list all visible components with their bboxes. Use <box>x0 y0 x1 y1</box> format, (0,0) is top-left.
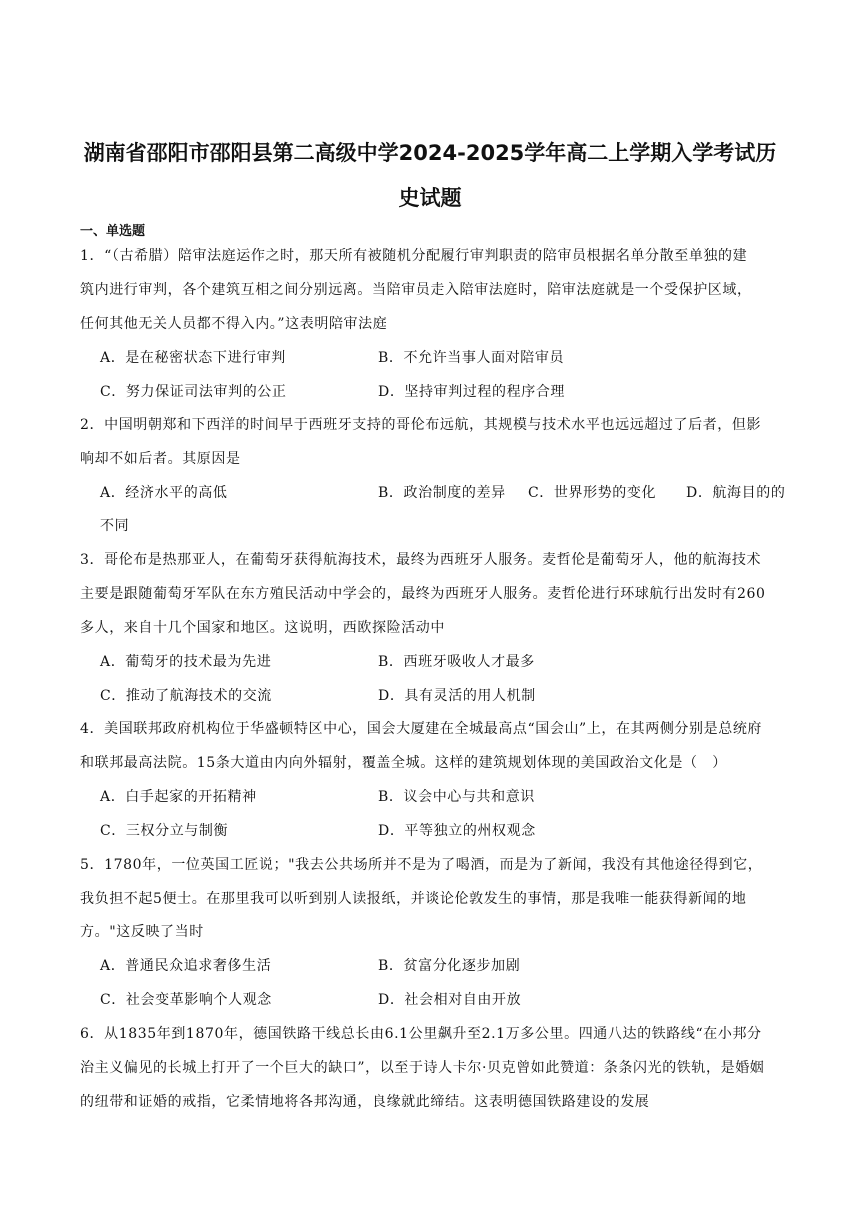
question-6-line: 6．从1835年到1870年，德国铁路干线总长由6.1公里飙升至2.1万多公里。四通八达的铁路线“在小邦分 <box>80 1026 762 1042</box>
question-4-option-a: A．白手起家的开拓精神 <box>100 789 257 805</box>
question-1-option-c: C．努力保证司法审判的公正 <box>100 384 287 400</box>
question-3-line: 3．哥伦布是热那亚人，在葡萄牙获得航海技术，最终为西班牙人服务。麦哲伦是葡萄牙人，他的航海技术 <box>80 552 762 568</box>
question-5-line: 方。"这反映了当时 <box>80 924 204 940</box>
question-2-line: 响却不如后者。其原因是 <box>80 451 241 467</box>
question-1-option-b: B．不允许当事人面对陪审员 <box>378 350 565 366</box>
question-3-option-b: B．西班牙吸收人才最多 <box>378 654 535 670</box>
question-1-option-d: D．坚持审判过程的程序合理 <box>378 384 566 400</box>
question-3-option-a: A．葡萄牙的技术最为先进 <box>100 654 272 670</box>
question-4-line: 4．美国联邦政府机构位于华盛顿特区中心，国会大厦建在全城最高点“国会山”上，在其两侧分别是总统府 <box>80 721 763 737</box>
question-5-option-c: C．社会变革影响个人观念 <box>100 992 272 1008</box>
question-2-option-b: B．政治制度的差异 <box>378 485 506 501</box>
question-2-option-d: D．航海目的的 <box>686 485 786 501</box>
question-3-line: 多人，来自十几个国家和地区。这说明，西欧探险活动中 <box>80 620 445 636</box>
question-5-option-a: A．普通民众追求奢侈生活 <box>100 958 272 974</box>
question-5-line: 5．1780年，一位英国工匠说；"我去公共场所并不是为了喝酒，而是为了新闻，我没有其他途径得到它， <box>80 857 763 873</box>
question-4-option-c: C．三权分立与制衡 <box>100 823 229 839</box>
page-title-line-1: 湖南省邵阳市邵阳县第二高级中学2024-2025学年高二上学期入学考试历 <box>83 141 777 165</box>
question-3-option-c: C．推动了航海技术的交流 <box>100 688 272 704</box>
question-5-line: 我负担不起5便士。在那里我可以听到别人读报纸，并谈论伦敦发生的事情，那是我唯一能获得新闻的地 <box>80 891 747 907</box>
section-heading: 一、单选题 <box>80 224 146 239</box>
question-1-line: 筑内进行审判，各个建筑互相之间分别远离。当陪审员走入陪审法庭时，陪审法庭就是一个受保护区域， <box>80 282 752 298</box>
question-4-option-d: D．平等独立的州权观念 <box>378 823 536 839</box>
question-3-option-d: D．具有灵活的用人机制 <box>378 688 536 704</box>
question-6-line: 治主义偏见的长城上打开了一个巨大的缺口”，以至于诗人卡尔·贝克曾如此赞道：条条闪光的铁轨，是婚姻 <box>80 1060 765 1076</box>
question-2-line: 2．中国明朝郑和下西洋的时间早于西班牙支持的哥伦布远航，其规模与技术水平也远远超过了后者，但影 <box>80 417 762 433</box>
question-1-option-a: A．是在秘密状态下进行审判 <box>100 350 286 366</box>
question-1-line: 任何其他无关人员都不得入内。”这表明陪审法庭 <box>80 316 388 332</box>
question-2-option-d-wrap: 不同 <box>100 518 130 534</box>
question-4-option-b: B．议会中心与共和意识 <box>378 789 535 805</box>
question-6-line: 的纽带和证婚的戒指，它柔情地将各邦沟通，良缘就此缔结。这表明德国铁路建设的发展 <box>80 1094 650 1110</box>
question-4-line: 和联邦最高法院。15条大道由内向外辐射，覆盖全城。这样的建筑规划体现的美国政治文化是（ ） <box>80 755 727 771</box>
question-5-option-b: B．贫富分化逐步加剧 <box>378 958 521 974</box>
question-5-option-d: D．社会相对自由开放 <box>378 992 522 1008</box>
page-title-line-2: 史试题 <box>398 186 462 210</box>
question-1-line: 1．“（古希腊）陪审法庭运作之时，那天所有被随机分配履行审判职责的陪审员根据名单分散至单独的建 <box>80 248 748 264</box>
question-2-option-c: C．世界形势的变化 <box>528 485 657 501</box>
question-2-option-a: A．经济水平的高低 <box>100 485 228 501</box>
question-3-line: 主要是跟随葡萄牙军队在东方殖民活动中学会的，最终为西班牙人服务。麦哲伦进行环球航行出发时有260 <box>80 586 766 602</box>
